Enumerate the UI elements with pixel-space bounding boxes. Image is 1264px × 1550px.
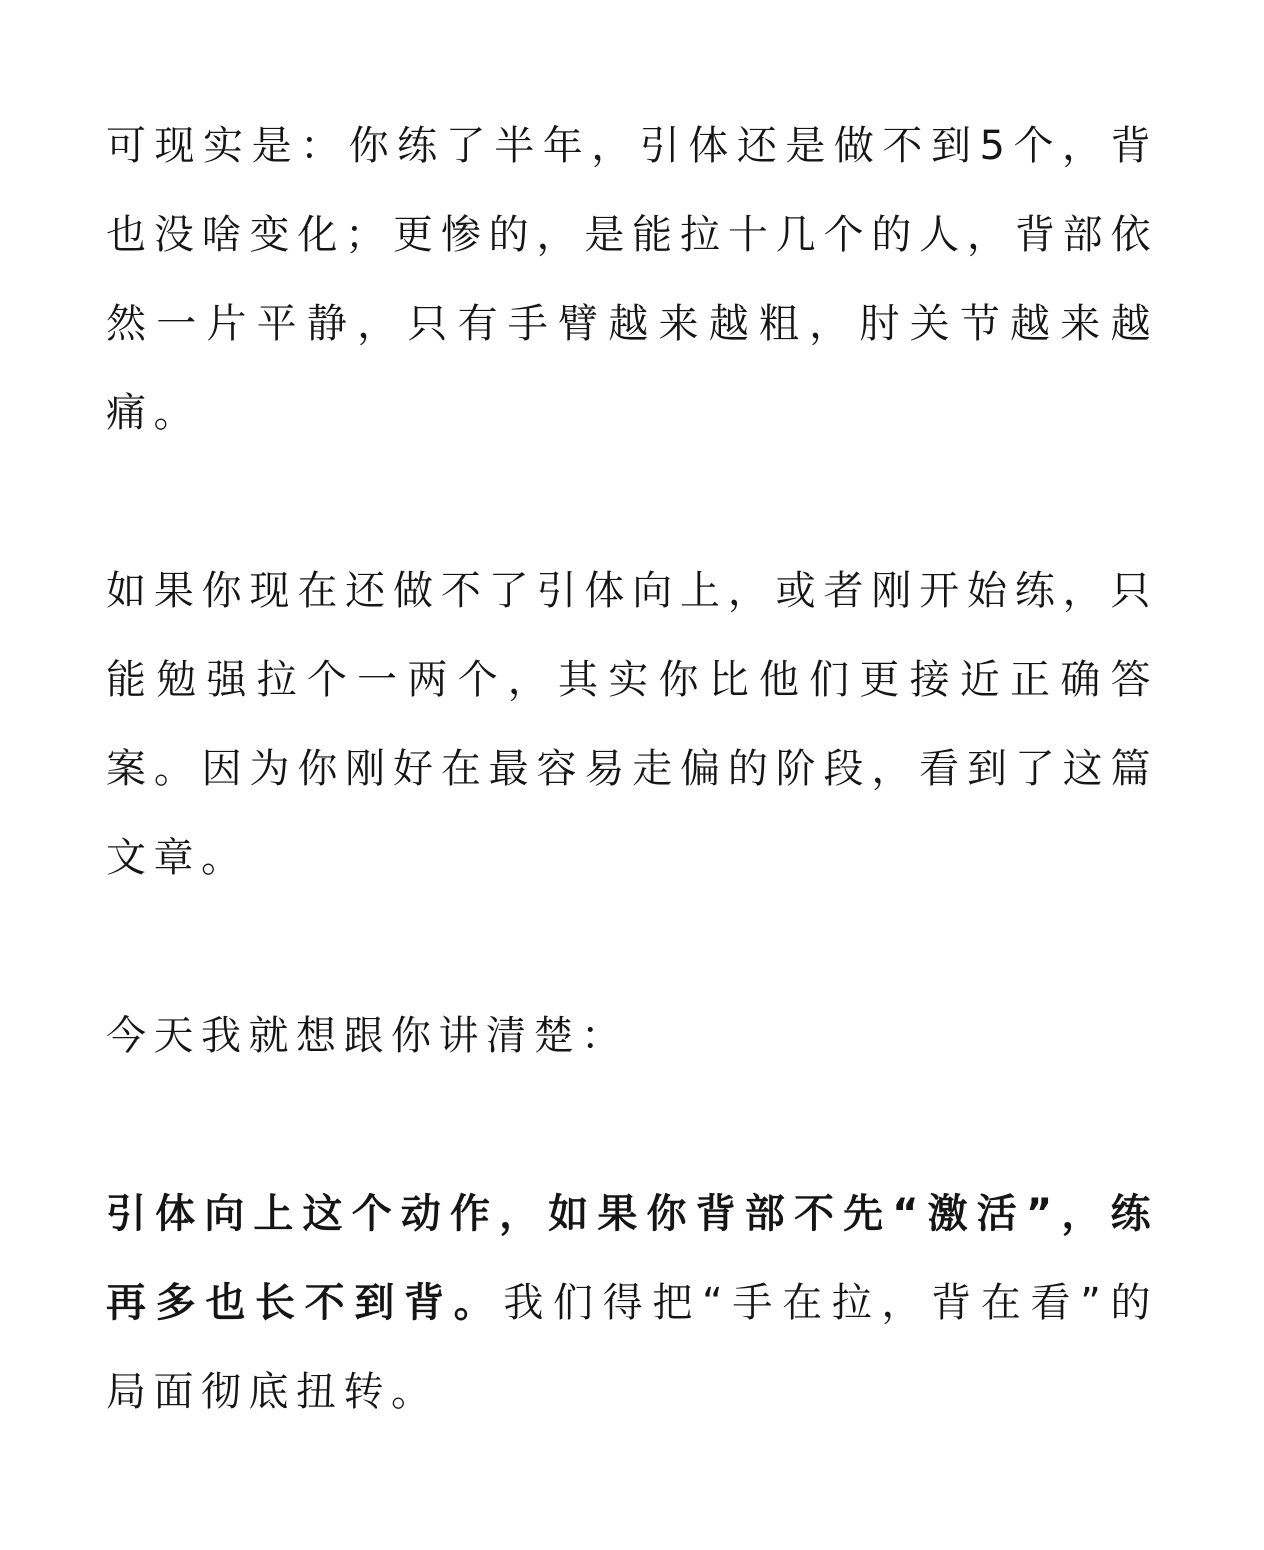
paragraph-2: 如果你现在还做不了引体向上，或者刚开始练，只能勉强拉个一两个，其实你比他们更接近正确答案。因为你刚好在最容易走偏的阶段，看到了这篇文章。 <box>106 568 1158 881</box>
paragraph-4-bold-text: 引体向上这个动作，如果你背部不先“激活”，练再多也长不到背。 <box>106 1191 1158 1326</box>
paragraph-4 <box>106 1170 1158 1437</box>
article-body <box>106 102 1158 1437</box>
paragraph-4-normal-text: 我们得把“手在拉，背在看”的局面彻底扭转。 <box>106 1280 1159 1415</box>
paragraph-1: 可现实是：你练了半年，引体还是做不到5个，背也没啥变化；更惨的，是能拉十几个的人，背部依然一片平静，只有手臂越来越粗，肘关节越来越痛。 <box>106 123 1158 436</box>
paragraph-3: 今天我就想跟你讲清楚： <box>106 1013 629 1059</box>
